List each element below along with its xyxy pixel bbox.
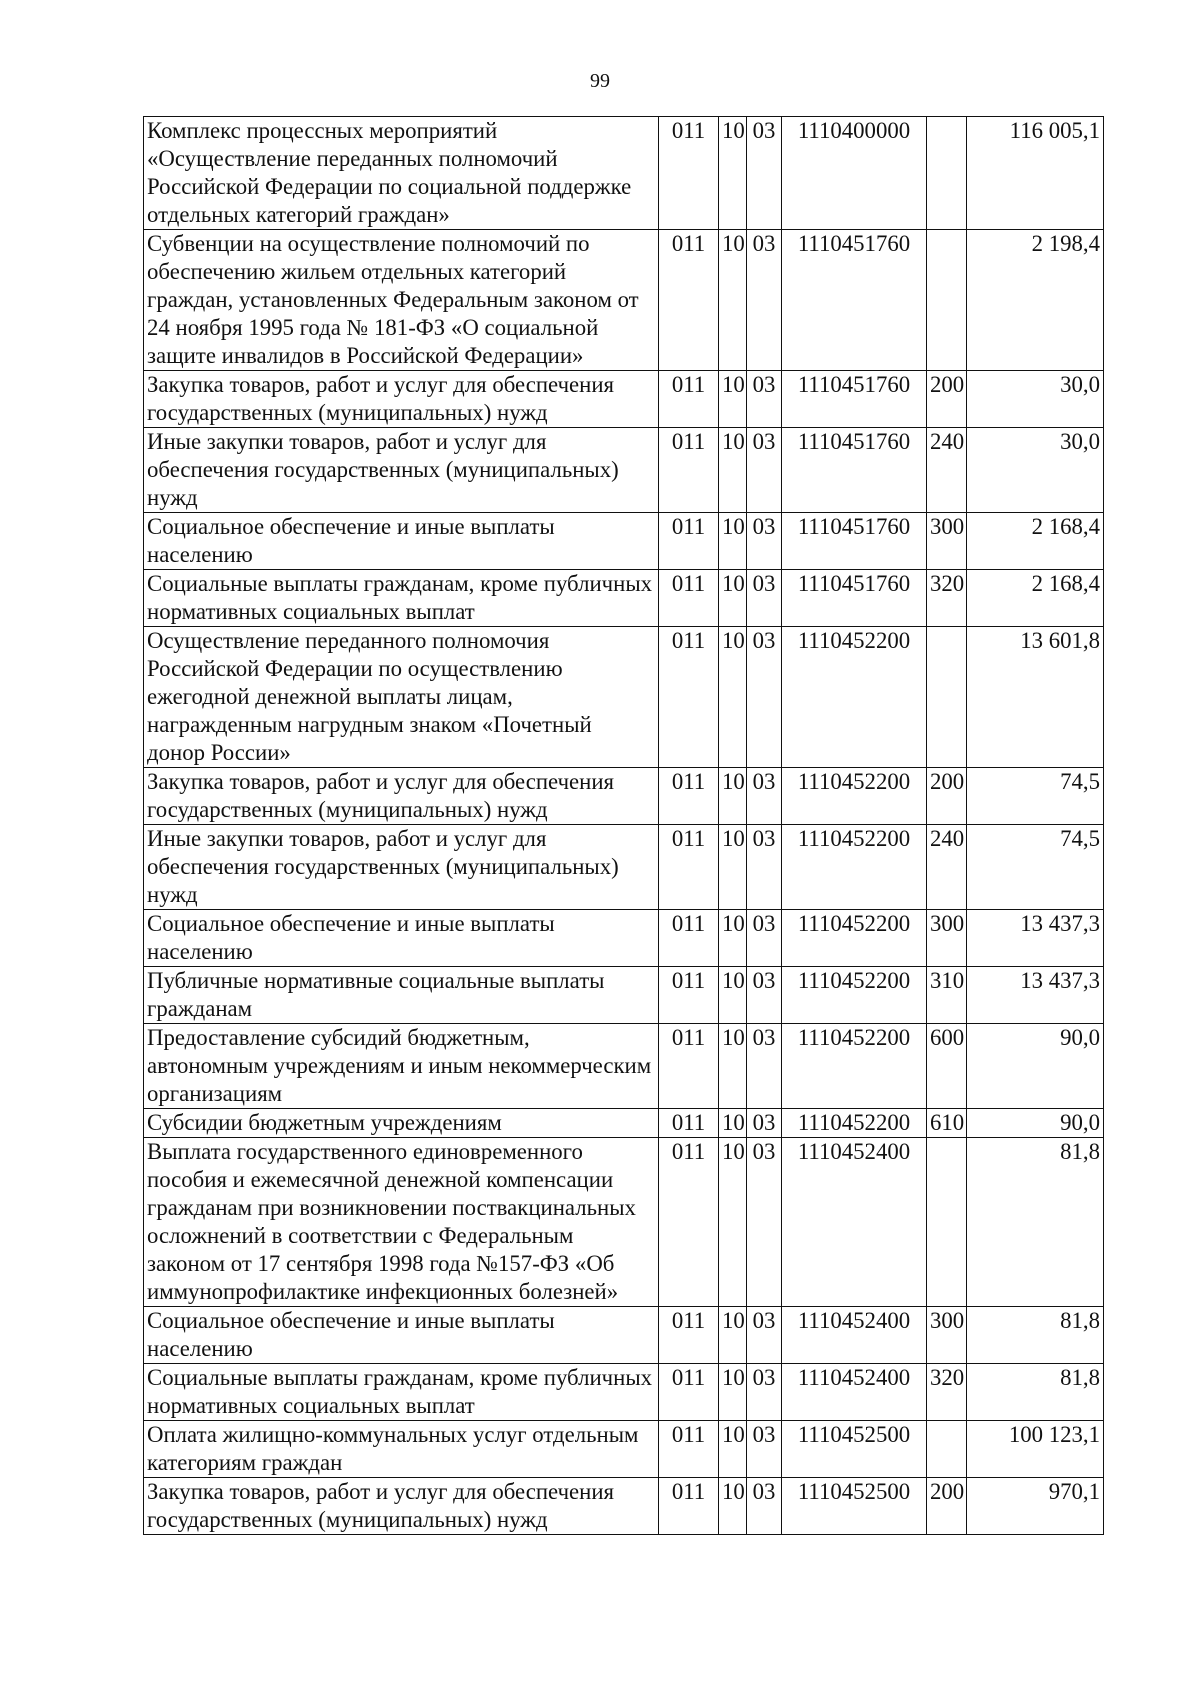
row-name-cell: Социальное обеспечение и иные выплаты населению <box>144 1307 659 1364</box>
table-row <box>144 627 1104 768</box>
row-section-cell: 10 <box>719 1364 747 1421</box>
row-target-article-cell: 1110452200 <box>782 967 927 1024</box>
row-subsection-cell: 03 <box>747 117 782 230</box>
row-section-cell: 10 <box>719 768 747 825</box>
row-target-article-cell: 1110452400 <box>782 1364 927 1421</box>
row-expense-type-cell: 200 <box>927 1478 967 1535</box>
row-target-article-cell: 1110451760 <box>782 570 927 627</box>
row-name-cell: Иные закупки товаров, работ и услуг для обеспечения государственных (муниципальных) нужд <box>144 428 659 513</box>
row-grbs-cell: 011 <box>659 117 719 230</box>
row-expense-type-cell: 240 <box>927 825 967 910</box>
row-amount-cell: 30,0 <box>967 371 1104 428</box>
table-body <box>144 117 1104 1535</box>
table-row <box>144 117 1104 230</box>
table-row <box>144 1109 1104 1138</box>
table-row <box>144 768 1104 825</box>
row-subsection-cell: 03 <box>747 428 782 513</box>
row-subsection-cell: 03 <box>747 1138 782 1307</box>
row-expense-type-cell: 200 <box>927 371 967 428</box>
row-grbs-cell: 011 <box>659 1364 719 1421</box>
row-amount-cell: 90,0 <box>967 1024 1104 1109</box>
row-target-article-cell: 1110451760 <box>782 428 927 513</box>
table-row <box>144 1138 1104 1307</box>
row-amount-cell: 74,5 <box>967 825 1104 910</box>
row-target-article-cell: 1110451760 <box>782 371 927 428</box>
table-row <box>144 428 1104 513</box>
row-name-cell: Комплекс процессных мероприятий «Осуществление переданных полномочий Российской Федерации по социальной поддержке отдельных категорий граждан» <box>144 117 659 230</box>
row-target-article-cell: 1110400000 <box>782 117 927 230</box>
row-name-cell: Субсидии бюджетным учреждениям <box>144 1109 659 1138</box>
row-name-cell: Социальное обеспечение и иные выплаты населению <box>144 910 659 967</box>
row-name-cell: Публичные нормативные социальные выплаты гражданам <box>144 967 659 1024</box>
row-amount-cell: 2 168,4 <box>967 513 1104 570</box>
row-grbs-cell: 011 <box>659 768 719 825</box>
row-grbs-cell: 011 <box>659 570 719 627</box>
row-grbs-cell: 011 <box>659 1421 719 1478</box>
row-grbs-cell: 011 <box>659 1478 719 1535</box>
row-target-article-cell: 1110452500 <box>782 1478 927 1535</box>
row-grbs-cell: 011 <box>659 967 719 1024</box>
row-subsection-cell: 03 <box>747 1109 782 1138</box>
row-expense-type-cell: 310 <box>927 967 967 1024</box>
row-name-cell: Социальные выплаты гражданам, кроме публичных нормативных социальных выплат <box>144 1364 659 1421</box>
row-target-article-cell: 1110452400 <box>782 1307 927 1364</box>
table-row <box>144 1421 1104 1478</box>
row-amount-cell: 100 123,1 <box>967 1421 1104 1478</box>
row-section-cell: 10 <box>719 1024 747 1109</box>
row-section-cell: 10 <box>719 1307 747 1364</box>
row-expense-type-cell: 600 <box>927 1024 967 1109</box>
row-section-cell: 10 <box>719 371 747 428</box>
row-name-cell: Закупка товаров, работ и услуг для обеспечения государственных (муниципальных) нужд <box>144 1478 659 1535</box>
row-expense-type-cell <box>927 230 967 371</box>
row-section-cell: 10 <box>719 230 747 371</box>
row-expense-type-cell <box>927 1138 967 1307</box>
row-name-cell: Иные закупки товаров, работ и услуг для обеспечения государственных (муниципальных) нужд <box>144 825 659 910</box>
row-section-cell: 10 <box>719 825 747 910</box>
row-target-article-cell: 1110451760 <box>782 513 927 570</box>
row-subsection-cell: 03 <box>747 1024 782 1109</box>
row-grbs-cell: 011 <box>659 1138 719 1307</box>
row-grbs-cell: 011 <box>659 825 719 910</box>
row-target-article-cell: 1110452200 <box>782 825 927 910</box>
row-amount-cell: 116 005,1 <box>967 117 1104 230</box>
row-target-article-cell: 1110452200 <box>782 1109 927 1138</box>
table-row <box>144 230 1104 371</box>
row-grbs-cell: 011 <box>659 1109 719 1138</box>
row-subsection-cell: 03 <box>747 825 782 910</box>
row-section-cell: 10 <box>719 570 747 627</box>
row-grbs-cell: 011 <box>659 627 719 768</box>
row-amount-cell: 13 437,3 <box>967 967 1104 1024</box>
row-target-article-cell: 1110452200 <box>782 768 927 825</box>
table-row <box>144 825 1104 910</box>
row-name-cell: Социальное обеспечение и иные выплаты населению <box>144 513 659 570</box>
row-name-cell: Предоставление субсидий бюджетным, автономным учреждениям и иным некоммерческим организациям <box>144 1024 659 1109</box>
row-amount-cell: 30,0 <box>967 428 1104 513</box>
row-expense-type-cell <box>927 1421 967 1478</box>
row-subsection-cell: 03 <box>747 967 782 1024</box>
row-subsection-cell: 03 <box>747 1364 782 1421</box>
row-expense-type-cell <box>927 117 967 230</box>
row-section-cell: 10 <box>719 1138 747 1307</box>
table-row <box>144 513 1104 570</box>
row-target-article-cell: 1110452200 <box>782 910 927 967</box>
row-subsection-cell: 03 <box>747 910 782 967</box>
row-amount-cell: 81,8 <box>967 1364 1104 1421</box>
row-subsection-cell: 03 <box>747 513 782 570</box>
row-name-cell: Выплата государственного единовременного пособия и ежемесячной денежной компенсации гражданам при возникновении поствакцинальных осложнений в соответствии с Федеральным законом от 17 сентября 1998 года №157-ФЗ «Об иммунопрофилактике инфекционных болезней» <box>144 1138 659 1307</box>
row-expense-type-cell: 300 <box>927 910 967 967</box>
row-amount-cell: 81,8 <box>967 1138 1104 1307</box>
row-grbs-cell: 011 <box>659 1307 719 1364</box>
row-amount-cell: 2 168,4 <box>967 570 1104 627</box>
row-section-cell: 10 <box>719 1478 747 1535</box>
row-name-cell: Закупка товаров, работ и услуг для обеспечения государственных (муниципальных) нужд <box>144 768 659 825</box>
row-subsection-cell: 03 <box>747 1307 782 1364</box>
table-row <box>144 1478 1104 1535</box>
row-name-cell: Субвенции на осуществление полномочий по обеспечению жильем отдельных категорий граждан, установленных Федеральным законом от 24 ноября 1995 года № 181-ФЗ «О социальной защите инвалидов в Российской Федерации» <box>144 230 659 371</box>
row-grbs-cell: 011 <box>659 910 719 967</box>
row-subsection-cell: 03 <box>747 1421 782 1478</box>
row-subsection-cell: 03 <box>747 371 782 428</box>
row-section-cell: 10 <box>719 428 747 513</box>
row-section-cell: 10 <box>719 1109 747 1138</box>
row-expense-type-cell: 320 <box>927 570 967 627</box>
table-row <box>144 1024 1104 1109</box>
row-expense-type-cell: 610 <box>927 1109 967 1138</box>
page-number: 99 <box>590 70 610 92</box>
row-expense-type-cell: 240 <box>927 428 967 513</box>
row-grbs-cell: 011 <box>659 230 719 371</box>
row-amount-cell: 13 437,3 <box>967 910 1104 967</box>
row-name-cell: Осуществление переданного полномочия Российской Федерации по осуществлению ежегодной денежной выплаты лицам, награжденным нагрудным знаком «Почетный донор России» <box>144 627 659 768</box>
row-expense-type-cell: 320 <box>927 1364 967 1421</box>
row-grbs-cell: 011 <box>659 428 719 513</box>
row-amount-cell: 90,0 <box>967 1109 1104 1138</box>
row-grbs-cell: 011 <box>659 1024 719 1109</box>
row-section-cell: 10 <box>719 627 747 768</box>
row-amount-cell: 2 198,4 <box>967 230 1104 371</box>
table-row <box>144 371 1104 428</box>
row-expense-type-cell <box>927 627 967 768</box>
row-grbs-cell: 011 <box>659 513 719 570</box>
row-target-article-cell: 1110452200 <box>782 1024 927 1109</box>
row-subsection-cell: 03 <box>747 230 782 371</box>
row-amount-cell: 13 601,8 <box>967 627 1104 768</box>
row-name-cell: Оплата жилищно-коммунальных услуг отдельным категориям граждан <box>144 1421 659 1478</box>
row-target-article-cell: 1110451760 <box>782 230 927 371</box>
row-amount-cell: 74,5 <box>967 768 1104 825</box>
budget-table <box>143 116 1104 1535</box>
row-name-cell: Закупка товаров, работ и услуг для обеспечения государственных (муниципальных) нужд <box>144 371 659 428</box>
table-row <box>144 910 1104 967</box>
row-grbs-cell: 011 <box>659 371 719 428</box>
table-row <box>144 967 1104 1024</box>
row-expense-type-cell: 300 <box>927 513 967 570</box>
row-expense-type-cell: 200 <box>927 768 967 825</box>
table-row <box>144 1364 1104 1421</box>
row-target-article-cell: 1110452500 <box>782 1421 927 1478</box>
row-section-cell: 10 <box>719 967 747 1024</box>
row-section-cell: 10 <box>719 117 747 230</box>
row-target-article-cell: 1110452400 <box>782 1138 927 1307</box>
row-subsection-cell: 03 <box>747 570 782 627</box>
table-row <box>144 1307 1104 1364</box>
row-subsection-cell: 03 <box>747 1478 782 1535</box>
row-expense-type-cell: 300 <box>927 1307 967 1364</box>
row-amount-cell: 81,8 <box>967 1307 1104 1364</box>
row-name-cell: Социальные выплаты гражданам, кроме публичных нормативных социальных выплат <box>144 570 659 627</box>
row-subsection-cell: 03 <box>747 768 782 825</box>
row-section-cell: 10 <box>719 1421 747 1478</box>
row-target-article-cell: 1110452200 <box>782 627 927 768</box>
row-amount-cell: 970,1 <box>967 1478 1104 1535</box>
table-row <box>144 570 1104 627</box>
row-section-cell: 10 <box>719 513 747 570</box>
row-section-cell: 10 <box>719 910 747 967</box>
row-subsection-cell: 03 <box>747 627 782 768</box>
